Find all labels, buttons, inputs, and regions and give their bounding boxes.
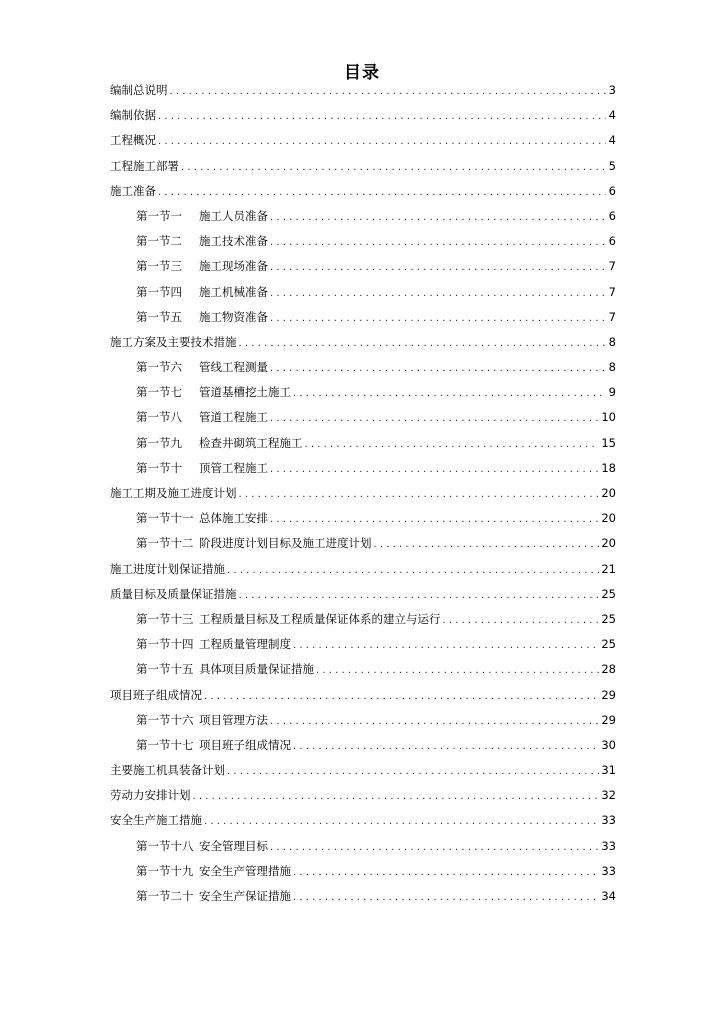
toc-section-number: 第一节四 [136, 284, 182, 299]
table-of-contents [110, 80, 616, 911]
toc-page-number: 15 [601, 435, 616, 450]
toc-section-number: 第一节十八 [136, 838, 194, 853]
toc-entry-title: 顶管工程施工 [199, 460, 268, 475]
toc-section-number: 第一节十六 [136, 712, 194, 727]
toc-entry-title: 管道工程施工 [199, 410, 268, 425]
toc-page-number: 20 [601, 536, 616, 551]
toc-chapter-entry[interactable] [110, 584, 616, 609]
toc-section-entry[interactable] [110, 206, 616, 231]
toc-page-number: 29 [601, 712, 616, 727]
toc-chapter-entry[interactable] [110, 810, 616, 835]
toc-page-number: 4 [608, 133, 616, 148]
page-title: 目录 [344, 63, 380, 83]
toc-section-number: 第一节十七 [136, 737, 194, 752]
toc-entry-title: 施工机械准备 [199, 284, 268, 299]
toc-entry-title: 质量目标及质量保证措施 [110, 586, 237, 601]
dot-leader [170, 82, 607, 102]
toc-page-number: 30 [601, 737, 616, 752]
dot-leader [270, 309, 606, 329]
toc-section-number: 第一节十四 [136, 637, 194, 652]
toc-section-entry[interactable] [110, 508, 616, 533]
dot-leader [158, 107, 606, 127]
toc-entry-title: 工程施工部署 [110, 158, 179, 173]
toc-page-number: 20 [601, 511, 616, 526]
dot-leader [270, 712, 599, 732]
toc-entry-title: 工程质量管理制度 [199, 637, 291, 652]
toc-page-number: 28 [601, 662, 616, 677]
toc-page-number: 10 [601, 410, 616, 425]
toc-entry-title: 安全生产施工措施 [110, 813, 202, 828]
toc-section-number: 第一节十一 [136, 511, 194, 526]
toc-chapter-entry[interactable] [110, 483, 616, 508]
toc-page-number: 6 [608, 183, 616, 198]
dot-leader [239, 485, 600, 505]
dot-leader [158, 183, 606, 203]
toc-entry-title: 总体施工安排 [199, 511, 268, 526]
toc-entry-title: 安全生产管理措施 [199, 863, 291, 878]
toc-section-entry[interactable] [110, 357, 616, 382]
toc-section-entry[interactable] [110, 458, 616, 483]
toc-section-number: 第一节十九 [136, 863, 194, 878]
toc-chapter-entry[interactable] [110, 80, 616, 105]
toc-page-number: 8 [608, 360, 616, 375]
toc-page-number: 29 [601, 687, 616, 702]
toc-section-entry[interactable] [110, 382, 616, 407]
toc-section-number: 第一节十 [136, 460, 182, 475]
dot-leader [193, 787, 600, 807]
toc-entry-title: 项目班子组成情况 [110, 687, 202, 702]
toc-section-number: 第一节七 [136, 385, 182, 400]
toc-entry-title: 编制总说明 [110, 83, 168, 97]
toc-chapter-entry[interactable] [110, 156, 616, 181]
dot-leader [305, 435, 600, 455]
toc-section-entry[interactable] [110, 710, 616, 735]
dot-leader [293, 737, 599, 757]
toc-section-entry[interactable] [110, 735, 616, 760]
toc-entry-title: 施工技术准备 [199, 234, 268, 249]
dot-leader [374, 535, 600, 555]
toc-chapter-entry[interactable] [110, 785, 616, 810]
toc-page-number: 33 [601, 813, 616, 828]
toc-page-number: 6 [608, 208, 616, 223]
toc-section-number: 第一节九 [136, 435, 182, 450]
dot-leader [239, 586, 600, 606]
toc-page-number: 20 [601, 486, 616, 500]
dot-leader [204, 687, 599, 707]
toc-entry-title: 管道基槽挖土施工 [199, 385, 291, 400]
toc-section-entry[interactable] [110, 659, 616, 684]
toc-entry-title: 阶段进度计划目标及施工进度计划 [199, 536, 372, 551]
toc-chapter-entry[interactable] [110, 181, 616, 206]
toc-entry-title: 施工进度计划保证措施 [110, 561, 225, 576]
toc-page-number: 7 [608, 259, 616, 274]
dot-leader [270, 233, 606, 253]
toc-entry-title: 主要施工机具装备计划 [110, 763, 225, 778]
toc-page-number: 31 [601, 763, 616, 778]
toc-page-number: 3 [608, 83, 616, 97]
toc-section-number: 第一节十三 [136, 611, 194, 626]
toc-page-number: 5 [608, 158, 616, 173]
toc-page-number: 34 [601, 889, 616, 903]
toc-page-number: 7 [608, 309, 616, 324]
toc-entry-title: 施工现场准备 [199, 259, 268, 274]
toc-page-number: 33 [601, 838, 616, 853]
toc-page-number: 25 [601, 611, 616, 626]
toc-section-number: 第一节二 [136, 234, 182, 249]
toc-entry-title: 项目管理方法 [199, 712, 268, 727]
dot-leader [158, 132, 606, 152]
toc-chapter-entry[interactable] [110, 685, 616, 710]
toc-section-entry[interactable] [110, 609, 616, 634]
dot-leader [316, 661, 599, 681]
toc-section-entry[interactable] [110, 231, 616, 256]
dot-leader [270, 208, 606, 228]
toc-section-entry[interactable] [110, 256, 616, 281]
toc-page-number: 25 [601, 586, 616, 601]
toc-entry-title: 工程概况 [110, 133, 156, 148]
toc-page-number: 6 [608, 234, 616, 249]
toc-section-entry[interactable] [110, 533, 616, 558]
toc-section-entry[interactable] [110, 861, 616, 886]
toc-entry-title: 安全生产保证措施 [199, 889, 291, 903]
dot-leader [293, 636, 599, 656]
toc-entry-title: 施工物资准备 [199, 309, 268, 324]
toc-entry-title: 安全管理目标 [199, 838, 268, 853]
toc-page-number: 33 [601, 863, 616, 878]
dot-leader [239, 334, 607, 354]
toc-page-number: 21 [601, 561, 616, 576]
toc-section-number: 第一节一 [136, 208, 182, 223]
toc-page-number: 18 [601, 460, 616, 475]
toc-section-number: 第一节八 [136, 410, 182, 425]
toc-page-number: 32 [601, 788, 616, 803]
toc-chapter-entry[interactable] [110, 130, 616, 155]
dot-leader [270, 838, 599, 858]
toc-entry-title: 劳动力安排计划 [110, 788, 191, 803]
dot-leader [293, 888, 599, 908]
toc-page-number: 4 [608, 108, 616, 123]
toc-section-entry[interactable] [110, 433, 616, 458]
toc-entry-title: 施工方案及主要技术措施 [110, 334, 237, 349]
toc-entry-title: 工程质量目标及工程质量保证体系的建立与运行 [199, 611, 441, 626]
toc-section-number: 第一节三 [136, 259, 182, 274]
dot-leader [270, 258, 606, 278]
dot-leader [443, 611, 600, 631]
toc-entry-title: 施工工期及施工进度计划 [110, 486, 237, 500]
toc-entry-title: 施工人员准备 [199, 208, 268, 223]
toc-page-number: 9 [608, 385, 616, 400]
toc-section-entry[interactable] [110, 836, 616, 861]
toc-page-number: 25 [601, 637, 616, 652]
dot-leader [293, 863, 599, 883]
toc-entry-title: 检查井砌筑工程施工 [199, 435, 303, 450]
toc-section-number: 第一节十五 [136, 662, 194, 677]
toc-section-number: 第一节五 [136, 309, 182, 324]
toc-chapter-entry[interactable] [110, 760, 616, 785]
toc-page-number: 7 [608, 284, 616, 299]
toc-chapter-entry[interactable] [110, 559, 616, 584]
toc-section-entry[interactable] [110, 407, 616, 432]
dot-leader [181, 158, 606, 178]
toc-entry-title: 项目班子组成情况 [199, 737, 291, 752]
toc-section-number: 第一节十二 [136, 536, 194, 551]
toc-section-number: 第一节二十 [136, 889, 194, 903]
toc-chapter-entry[interactable] [110, 105, 616, 130]
dot-leader [270, 359, 606, 379]
dot-leader [270, 284, 606, 304]
toc-entry-title: 管线工程测量 [199, 360, 268, 375]
toc-section-entry[interactable] [110, 886, 616, 911]
dot-leader [204, 812, 599, 832]
toc-section-number: 第一节六 [136, 360, 182, 375]
toc-chapter-entry[interactable] [110, 332, 616, 357]
dot-leader [270, 510, 599, 530]
dot-leader [293, 384, 606, 404]
toc-entry-title: 编制依据 [110, 108, 156, 123]
toc-entry-title: 具体项目质量保证措施 [199, 662, 314, 677]
dot-leader [227, 762, 599, 782]
toc-entry-title: 施工准备 [110, 183, 156, 198]
toc-page-number: 8 [608, 334, 616, 349]
toc-section-entry[interactable] [110, 634, 616, 659]
dot-leader [270, 409, 599, 429]
toc-section-entry[interactable] [110, 307, 616, 332]
dot-leader [227, 561, 599, 581]
toc-section-entry[interactable] [110, 282, 616, 307]
dot-leader [270, 460, 599, 480]
